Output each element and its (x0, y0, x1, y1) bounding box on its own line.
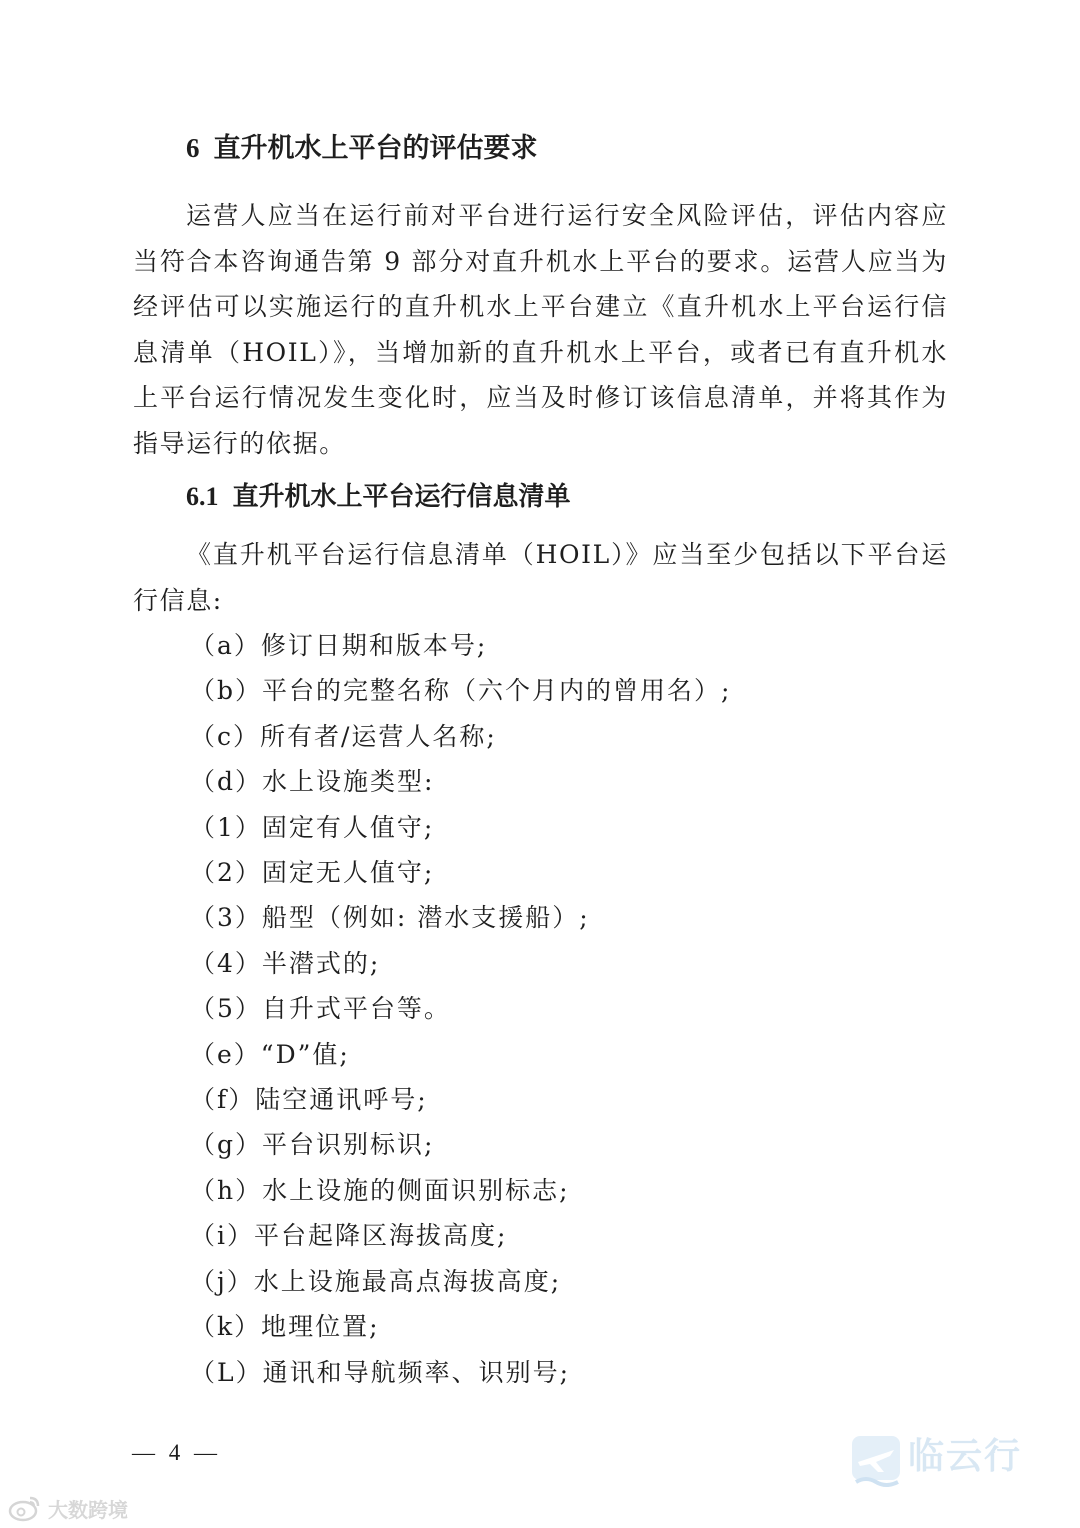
hoil-item-list (190, 623, 731, 1395)
list-item: （3）船型（例如: 潜水支援船）; (190, 903, 590, 933)
section-6-1-heading (186, 477, 571, 517)
section-6-1-intro: 《直升机平台运行信息清单（HOIL）》应当至少包括以下平台运行信息: (133, 540, 948, 615)
watermark-right (848, 1428, 1048, 1498)
weibo-logo-icon (8, 1494, 42, 1522)
subsection-title: 直升机水上平台运行信息清单 (232, 482, 571, 512)
list-item: （i）平台起降区海拔高度; (190, 1221, 508, 1251)
section-number: 6 (186, 133, 200, 163)
list-item: （c）所有者/运营人名称; (190, 721, 497, 751)
list-item: （L）通讯和导航频率、识别号; (190, 1357, 571, 1387)
section-6-heading (186, 128, 538, 169)
section-title: 直升机水上平台的评估要求 (213, 133, 538, 164)
list-item: （e）“D”值; (190, 1039, 350, 1069)
watermark-right-text: 临云行 (908, 1436, 1023, 1477)
list-item: （b）平台的完整名称（六个月内的曾用名）; (190, 676, 732, 706)
section-6-paragraph: 运营人应当在运行前对平台进行运行安全风险评估，评估内容应当符合本咨询通告第 9 部分对直升机水上平台的要求。运营人应当为经评估可以实施运行的直升机水上平台建立《直升机水上平台运行信息清单（HOIL）》，当增加新的直升机水上平台，或者已有直升机水上平台运行情况发生变化时，应当及时修订该信息清单，并将其作为指导运行的依据。 (133, 201, 948, 458)
page-number: — 4 — (132, 1440, 221, 1465)
list-item: （4）半潜式的; (190, 948, 381, 978)
list-item: （1）固定有人值守; (190, 812, 435, 842)
list-item: （j）水上设施最高点海拔高度; (190, 1266, 562, 1296)
subsection-number: 6.1 (186, 482, 219, 511)
plane-logo-icon (850, 1432, 904, 1492)
list-item: （5）自升式平台等。 (190, 994, 451, 1024)
list-item: （f）陆空通讯呼号; (190, 1085, 428, 1115)
list-item: （h）水上设施的侧面识别标志; (190, 1175, 570, 1205)
list-item: （d）水上设施类型: (190, 767, 435, 797)
watermark-left-text: 大数跨境 (48, 1497, 128, 1522)
watermark-left (8, 1492, 128, 1524)
list-item: （k）地理位置; (190, 1312, 380, 1342)
list-item: （2）固定无人值守; (190, 858, 435, 888)
list-item: （g）平台识别标识; (190, 1130, 435, 1160)
list-item: （a）修订日期和版本号; (190, 631, 488, 660)
